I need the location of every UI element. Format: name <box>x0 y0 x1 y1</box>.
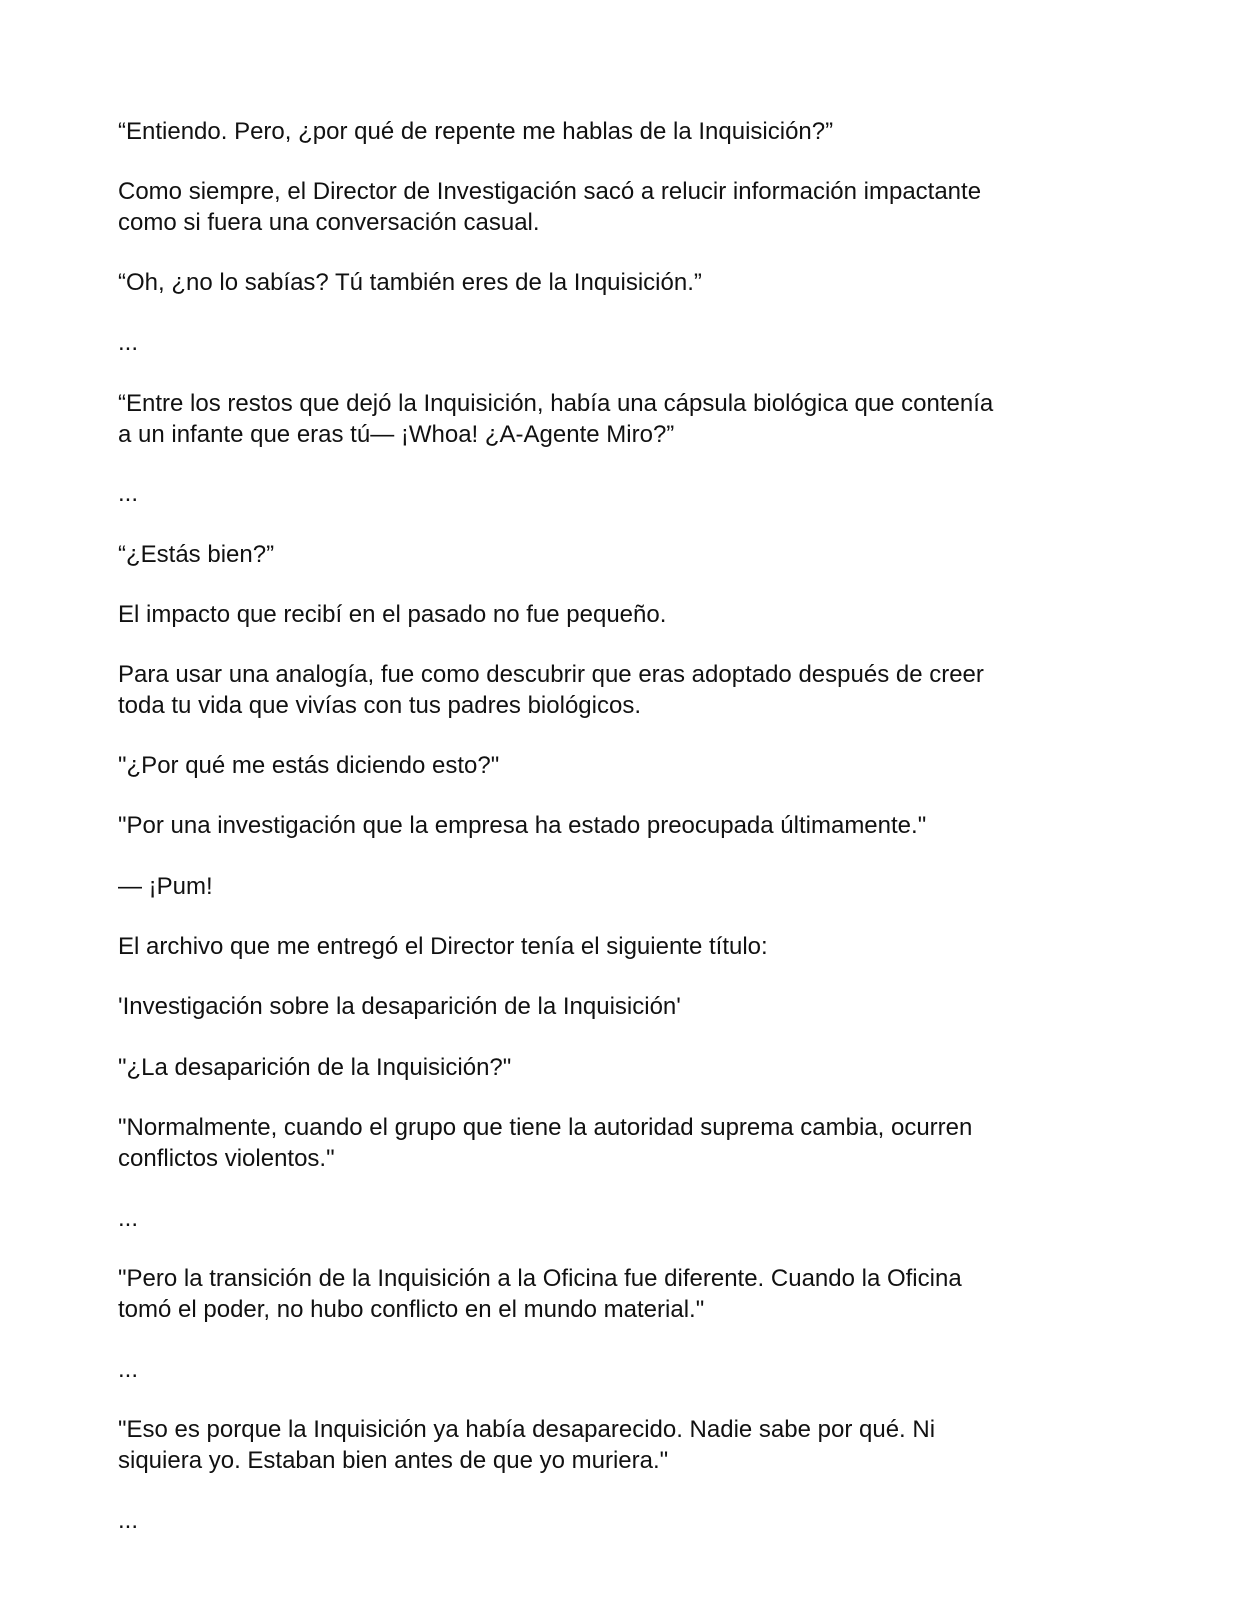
paragraph <box>118 176 1118 238</box>
text-line: — ¡Pum! <box>118 873 213 900</box>
text-line: toda tu vida que vivías con tus padres biológicos. <box>118 692 641 719</box>
paragraph <box>118 599 1118 630</box>
text-line: Para usar una analogía, fue como descubrir que eras adoptado después de creer <box>118 661 984 688</box>
text-line: tomó el poder, no hubo conflicto en el mundo material." <box>118 1296 705 1323</box>
text-line: “Oh, ¿no lo sabías? Tú también eres de la Inquisición.” <box>118 269 702 296</box>
paragraph <box>118 388 1118 450</box>
text-line: conflictos violentos." <box>118 1145 335 1172</box>
paragraph <box>118 750 1118 781</box>
paragraph <box>118 1354 1118 1385</box>
text-line: "¿Por qué me estás diciendo esto?" <box>118 752 500 779</box>
paragraph <box>118 116 1118 147</box>
text-line: ... <box>118 329 139 356</box>
text-line: 'Investigación sobre la desaparición de la Inquisición' <box>118 993 681 1020</box>
paragraph <box>118 659 1118 721</box>
paragraph <box>118 478 1118 509</box>
paragraph <box>118 1203 1118 1234</box>
paragraph <box>118 267 1118 298</box>
paragraph <box>118 931 1118 962</box>
paragraph <box>118 1414 1118 1476</box>
text-line: ... <box>118 1507 139 1534</box>
text-line: “¿Estás bien?” <box>118 541 275 568</box>
text-line: "Por una investigación que la empresa ha estado preocupada últimamente." <box>118 812 927 839</box>
text-line: "Eso es porque la Inquisición ya había desaparecido. Nadie sabe por qué. Ni <box>118 1416 936 1443</box>
paragraph <box>118 871 1118 902</box>
text-line: "Normalmente, cuando el grupo que tiene la autoridad suprema cambia, ocurren <box>118 1114 973 1141</box>
text-line: El impacto que recibí en el pasado no fue pequeño. <box>118 601 667 628</box>
paragraph <box>118 1263 1118 1325</box>
text-line: “Entiendo. Pero, ¿por qué de repente me hablas de la Inquisición?” <box>118 118 834 145</box>
paragraph <box>118 991 1118 1022</box>
text-line: "Pero la transición de la Inquisición a la Oficina fue diferente. Cuando la Oficina <box>118 1265 962 1292</box>
paragraph <box>118 1052 1118 1083</box>
text-line: ... <box>118 1356 139 1383</box>
text-line: "¿La desaparición de la Inquisición?" <box>118 1054 512 1081</box>
paragraph <box>118 1505 1118 1536</box>
text-line: ... <box>118 480 139 507</box>
text-line: siquiera yo. Estaban bien antes de que yo muriera." <box>118 1447 669 1474</box>
text-line: El archivo que me entregó el Director tenía el siguiente título: <box>118 933 768 960</box>
paragraph <box>118 327 1118 358</box>
text-line: ... <box>118 1205 139 1232</box>
paragraph <box>118 810 1118 841</box>
text-line: “Entre los restos que dejó la Inquisición, había una cápsula biológica que contenía <box>118 390 994 417</box>
text-line: a un infante que eras tú— ¡Whoa! ¿A-Agente Miro?” <box>118 421 675 448</box>
paragraph <box>118 539 1118 570</box>
text-line: como si fuera una conversación casual. <box>118 209 540 236</box>
text-line: Como siempre, el Director de Investigación sacó a relucir información impactante <box>118 178 982 205</box>
paragraph <box>118 1112 1118 1174</box>
